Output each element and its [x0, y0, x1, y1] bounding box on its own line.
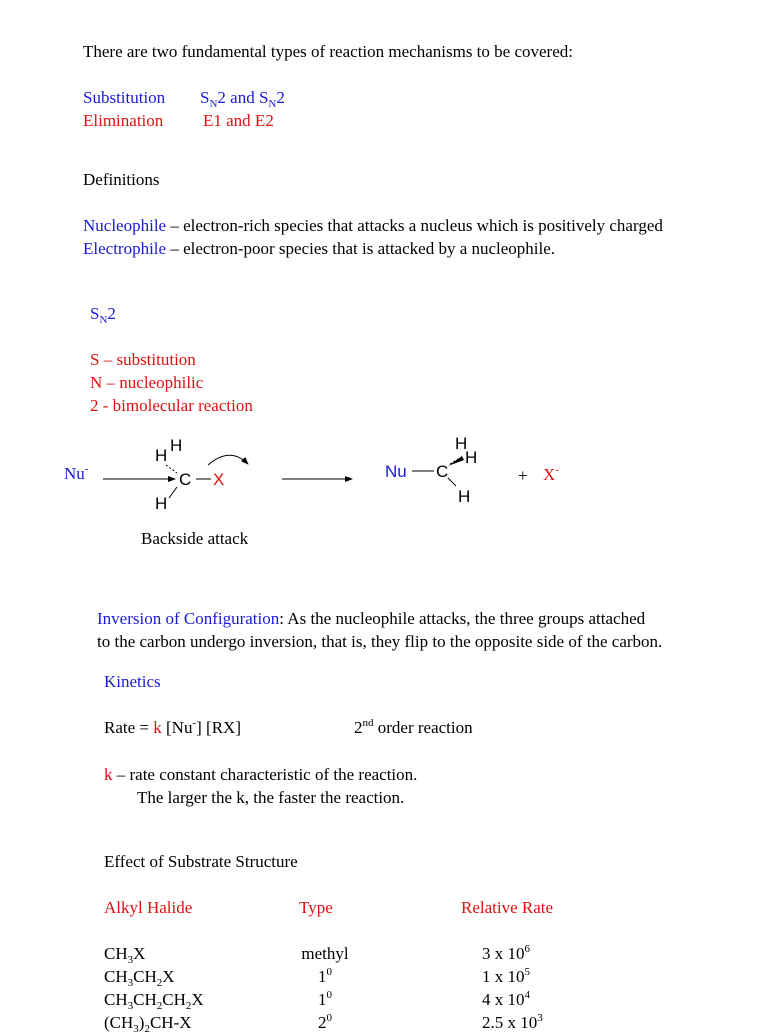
leaving-group-arrow — [208, 455, 248, 465]
intro-text: There are two fundamental types of reaction mechanisms to be covered: — [83, 42, 573, 61]
hydrogen-left: H — [155, 446, 168, 465]
electrophile-term: Electrophile — [83, 239, 167, 258]
sn2-n-meaning: N – nucleophilic — [90, 373, 204, 392]
inversion-line-2: to the carbon undergo inversion, that is, they flip to the opposite side of the carbon. — [97, 632, 663, 651]
substitution-label: Substitution — [83, 88, 166, 107]
carbon-product: C — [436, 462, 449, 481]
c-h-bond — [169, 487, 177, 498]
column-header-type: Type — [299, 898, 333, 917]
nucleophile-definition: Nucleophile – electron-rich species that attacks a nucleus which is positively charged — [83, 216, 663, 235]
hydrogen-product-bottom: H — [458, 487, 471, 506]
reaction-order: 2nd order reaction — [354, 717, 473, 737]
column-header-alkyl-halide: Alkyl Halide — [104, 898, 193, 917]
inversion-term: Inversion of Configuration — [97, 609, 280, 628]
hydrogen-bottom: H — [155, 494, 168, 513]
table-cell-type: $2^0$ — [318, 1012, 332, 1032]
sn2-s-meaning: S – substitution — [90, 350, 196, 369]
table-cell-type: $1^0$ — [318, 966, 332, 986]
backside-attack-caption: Backside attack — [141, 529, 249, 548]
table-cell-formula: $CH_3X$ — [104, 944, 146, 966]
halide-ion: X- — [543, 464, 559, 484]
substitution-value: $S_N2$ and $S_N2$ — [200, 88, 285, 110]
leaving-group-x: X — [213, 470, 225, 489]
table-cell-formula: $CH_3CH_2X$ — [104, 967, 175, 989]
table-cell-type: $1^0$ — [318, 989, 332, 1009]
hydrogen-top: H — [170, 436, 183, 455]
rate-equation: Rate = k [Nu-] [RX] — [104, 717, 241, 737]
k-explanation: The larger the k, the faster the reaction. — [137, 788, 405, 807]
column-header-relative-rate: Relative Rate — [461, 898, 554, 917]
reaction-scheme-graphic — [0, 440, 768, 520]
table-cell-type: methyl — [301, 944, 349, 963]
sn2-heading: $S_N2$ — [90, 304, 116, 326]
elimination-label: Elimination — [83, 111, 164, 130]
wedge-bond — [448, 456, 464, 466]
table-cell-formula: $CH_3CH_2CH_2X$ — [104, 990, 204, 1012]
hashed-bond — [166, 465, 177, 473]
definitions-heading: Definitions — [83, 170, 160, 189]
nucleophile-label: Nu- — [64, 463, 89, 483]
hydrogen-product-top: H — [455, 434, 468, 453]
table-cell-rate: 4 x $10^4$ — [482, 989, 530, 1009]
plus-sign: + — [518, 466, 528, 485]
carbon-reactant: C — [179, 470, 192, 489]
table-cell-rate: 2.5 x $10^3$ — [482, 1012, 543, 1032]
hydrogen-product-right: H — [465, 448, 478, 467]
k-definition: k – rate constant characteristic of the reaction. — [104, 765, 418, 784]
table-cell-formula: $(CH_3)_2CH-X$ — [104, 1013, 192, 1035]
nucleophile-product: Nu — [385, 462, 407, 481]
product-c-h-bond — [448, 478, 456, 486]
substrate-heading: Effect of Substrate Structure — [104, 852, 298, 871]
table-cell-rate: 1 x $10^5$ — [482, 966, 530, 986]
nucleophile-term: Nucleophile — [83, 216, 167, 235]
table-cell-rate: 3 x $10^6$ — [482, 943, 530, 963]
kinetics-heading: Kinetics — [104, 672, 161, 691]
inversion-line-1: Inversion of Configuration: As the nucleophile attacks, the three groups attached — [97, 609, 646, 628]
elimination-value: E1 and E2 — [203, 111, 274, 130]
sn2-2-meaning: 2 - bimolecular reaction — [90, 396, 253, 415]
electrophile-definition: Electrophile – electron-poor species that is attacked by a nucleophile. — [83, 239, 556, 258]
